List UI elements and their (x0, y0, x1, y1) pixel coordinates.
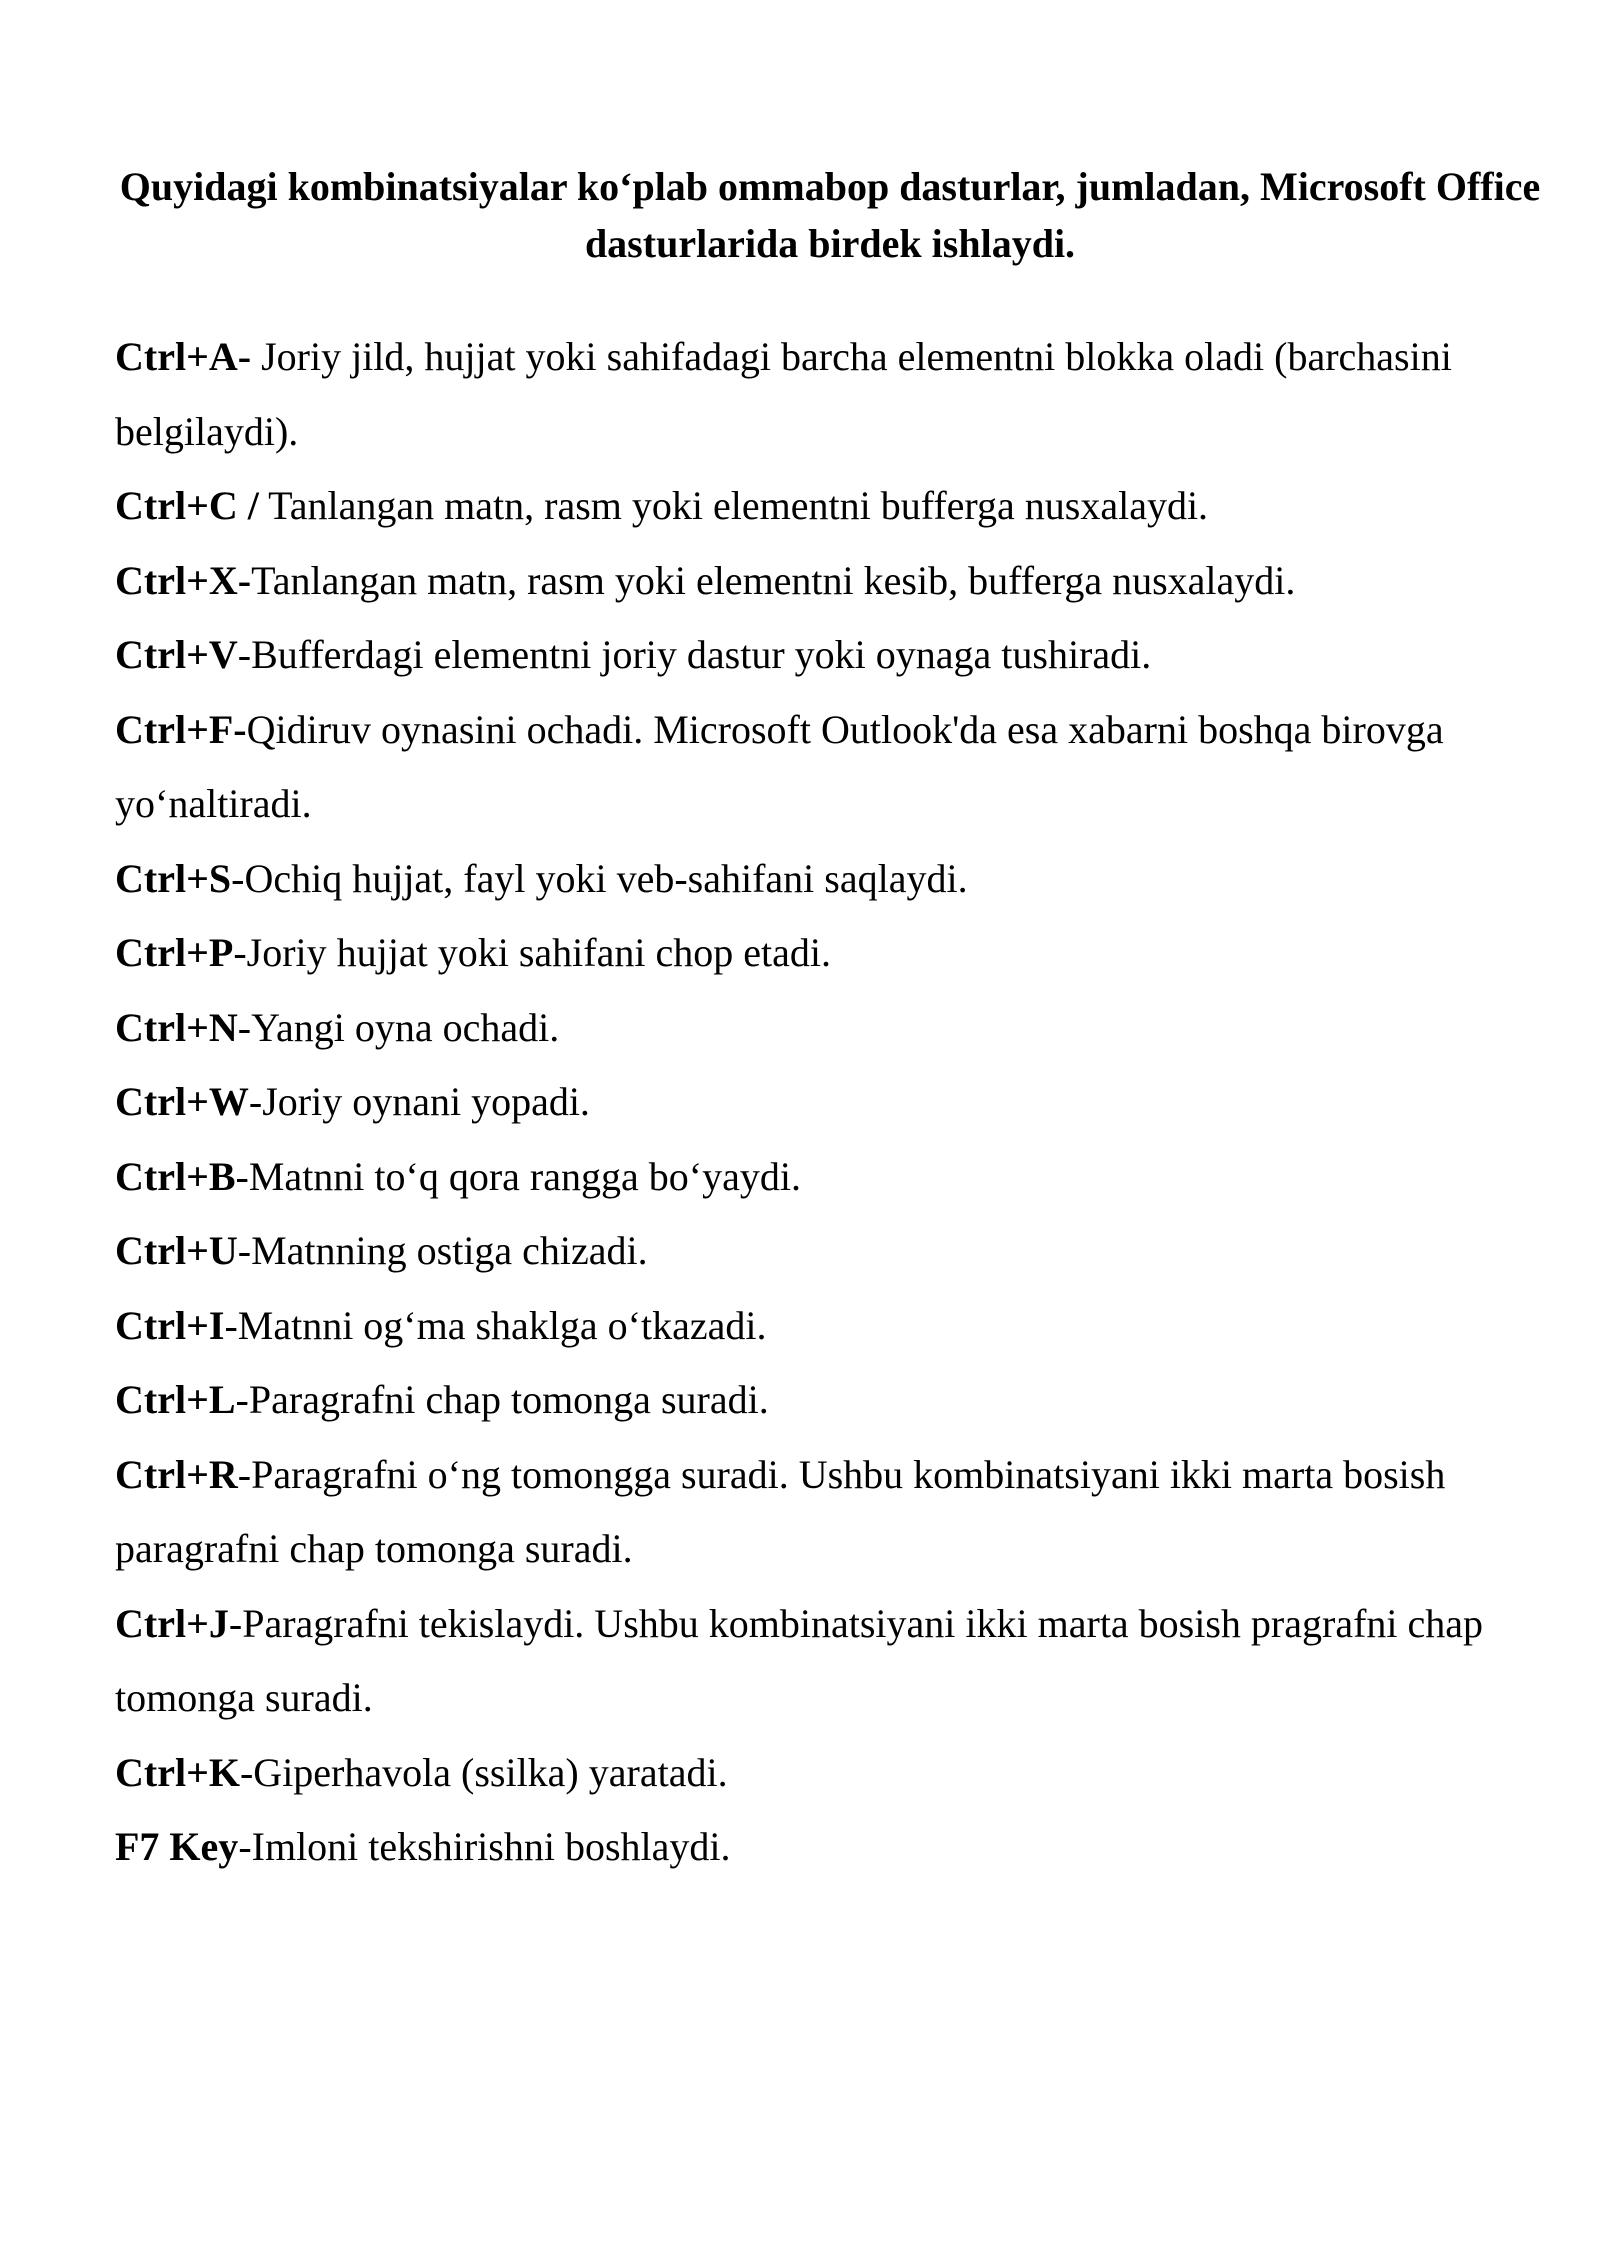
shortcut-entry (115, 1810, 1535, 1885)
shortcut-entry (115, 1214, 1535, 1289)
page-heading: Quyidagi kombinatsiyalar ko‘plab ommabop dasturlar, jumladan, Microsoft Office dasturlarida birdek ishlaydi. (119, 164, 1541, 266)
shortcut-description: -Matnni to‘q qora rangga bo‘yaydi. (235, 1153, 801, 1199)
shortcut-key: Ctrl+K (115, 1749, 240, 1795)
shortcut-key: Ctrl+B (115, 1153, 236, 1199)
shortcut-key: Ctrl+I (115, 1302, 225, 1348)
shortcut-description: Tanlangan matn, rasm yoki elementni kesib, bufferga nusxalaydi. (251, 557, 1296, 603)
shortcut-key: Ctrl+S (115, 855, 232, 901)
shortcut-description: -Matnning ostiga chizadi. (237, 1228, 648, 1273)
shortcut-entry (115, 842, 1535, 917)
shortcut-description: -Paragrafni tekislaydi. Ushbu kombinatsiyani ikki marta bosish pragrafni chap tomonga suradi. (115, 1600, 1484, 1720)
shortcut-key: Ctrl+A- (115, 334, 252, 379)
shortcut-key: Ctrl+F- (115, 706, 247, 752)
shortcut-key: Ctrl+J (115, 1600, 229, 1646)
shortcut-entry (115, 1140, 1535, 1215)
shortcut-entry (115, 320, 1535, 469)
shortcut-description: -Yangi oyna ochadi. (237, 1004, 560, 1050)
shortcut-description: -Giperhavola (ssilka) yaratadi. (239, 1749, 728, 1795)
shortcut-entry (115, 916, 1535, 991)
shortcut-key: Ctrl+L (115, 1377, 236, 1422)
shortcut-description: Tanlangan matn, rasm yoki elementni bufferga nusxalaydi. (258, 483, 1209, 528)
shortcut-key: Ctrl+R (115, 1451, 238, 1497)
shortcut-entry (115, 1438, 1535, 1587)
shortcut-key: Ctrl+N (115, 1004, 238, 1050)
shortcut-entry (115, 1736, 1535, 1811)
shortcut-entry (115, 544, 1535, 619)
shortcut-entry (115, 1289, 1535, 1364)
shortcut-entry (115, 693, 1535, 842)
shortcut-key: F7 Key (115, 1824, 239, 1869)
shortcut-list (115, 320, 1535, 1885)
shortcut-entry (115, 1363, 1535, 1438)
shortcut-description: -Ochiq hujjat, fayl yoki veb-sahifani saqlaydi. (231, 855, 968, 901)
shortcut-description: Joriy jild, hujjat yoki sahifadagi barcha elementni blokka oladi (barchasini belgilaydi). (115, 334, 1452, 454)
shortcut-key: Ctrl+C / (115, 483, 259, 528)
shortcut-description: -Paragrafni chap tomonga suradi. (235, 1377, 769, 1422)
shortcut-description: Qidiruv oynasini ochadi. Microsoft Outlook'da esa xabarni boshqa birovga yo‘naltiradi. (115, 706, 1444, 826)
shortcut-entry (115, 1587, 1535, 1736)
shortcut-key: Ctrl+U (115, 1228, 238, 1273)
shortcut-description: -Matnni og‘ma shaklga o‘tkazadi. (224, 1302, 767, 1348)
shortcut-key: Ctrl+P (115, 930, 234, 975)
shortcut-key: Ctrl+V (115, 632, 238, 677)
shortcut-description: -Imloni tekshirishni boshlaydi. (238, 1824, 731, 1869)
shortcut-key: Ctrl+W (115, 1079, 249, 1124)
shortcut-description: -Joriy hujjat yoki sahifani chop etadi. (233, 930, 831, 975)
shortcut-key: Ctrl+X- (115, 557, 252, 603)
shortcut-description: -Bufferdagi elementni joriy dastur yoki oynaga tushiradi. (237, 632, 1152, 677)
shortcut-entry (115, 991, 1535, 1066)
shortcut-description: -Joriy oynani yopadi. (248, 1079, 590, 1124)
shortcut-entry (115, 469, 1535, 544)
shortcut-entry (115, 618, 1535, 693)
shortcut-description: -Paragrafni o‘ng tomongga suradi. Ushbu kombinatsiyani ikki marta bosish paragrafni chap tomonga suradi. (115, 1451, 1446, 1571)
shortcut-entry (115, 1065, 1535, 1140)
